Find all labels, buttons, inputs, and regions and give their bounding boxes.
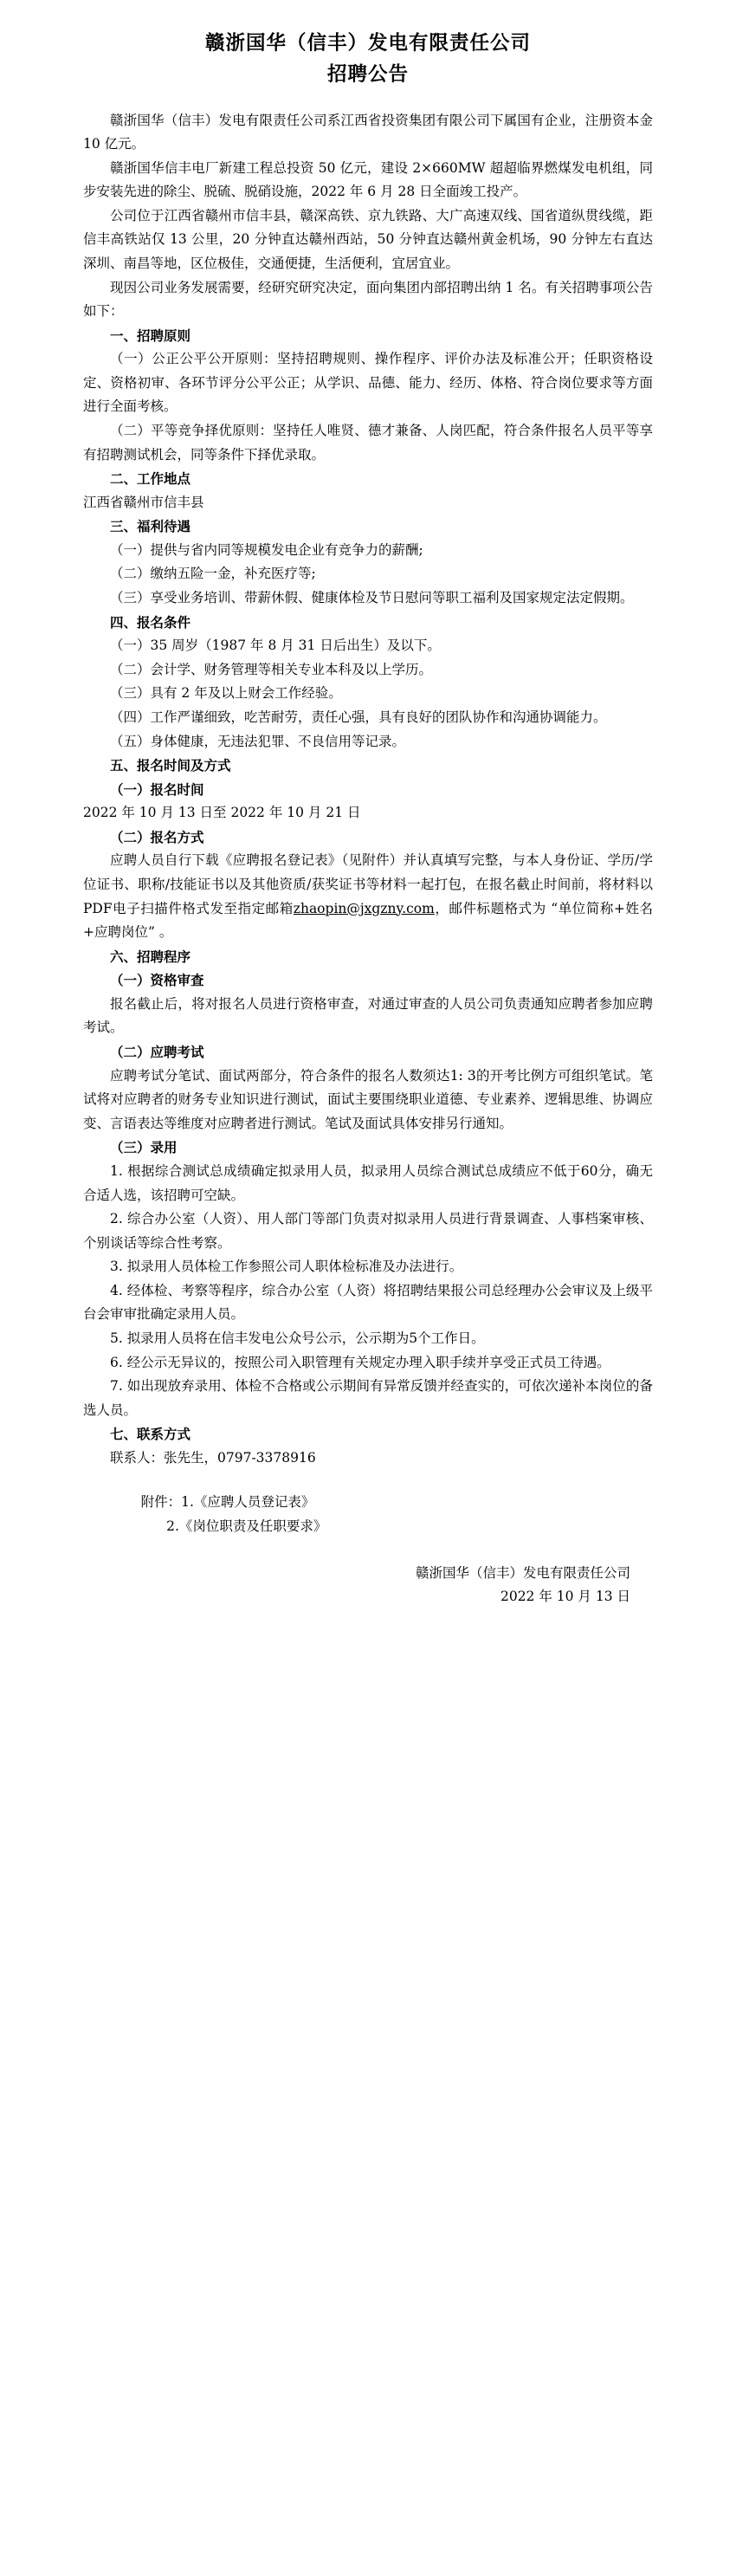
section-heading-registration: 五、报名时间及方式 bbox=[110, 757, 231, 774]
subheading-hiring: （三）录用 bbox=[110, 1139, 178, 1156]
hiring-step: 1. 根据综合测试总成绩确定拟录用人员，拟录用人员综合测试总成绩应不低于60分，确无合适人选，该招聘可空缺。 bbox=[83, 1162, 653, 1203]
title-line-2: 招聘公告 bbox=[326, 62, 409, 86]
section-heading-contact: 七、联系方式 bbox=[110, 1426, 191, 1443]
section-heading-benefits: 三、福利待遇 bbox=[110, 518, 191, 535]
qualification-review-text: 报名截止后，将对报名人员进行资格审查，对通过审查的人员公司负责通知应聘者参加应聘考试。 bbox=[83, 995, 653, 1036]
section-item: （二）缴纳五险一金，补充医疗等; bbox=[110, 566, 316, 582]
signature-date: 2022 年 10 月 13 日 bbox=[500, 1589, 630, 1605]
attachments bbox=[83, 1491, 653, 1538]
subheading-qualification-review: （一）资格审查 bbox=[110, 972, 204, 989]
contact-info: 联系人：张先生，0797-3378916 bbox=[110, 1449, 316, 1466]
section-item: （一）提供与省内同等规模发电企业有竞争力的薪酬; bbox=[110, 541, 423, 558]
page-title bbox=[83, 29, 653, 90]
intro-paragraph-3: 公司位于江西省赣州市信丰县，赣深高铁、京九铁路、大广高速双线、国省道纵贯线缆，距信丰高铁站仅 13 公里，20 分钟直达赣州西站，50 分钟直达赣州黄金机场，90 分钟左右直达深圳、南昌等地，区位极佳，交通便捷，生活便利，宜居宜业。 bbox=[83, 207, 653, 271]
signature-block bbox=[83, 1562, 653, 1609]
registration-method-part1: 应聘人员自行下载《应聘报名登记表》（见附件）并认真填写完整，与本人身份证、学历/学位证书、职称/技能证书以及其他资质/获奖证书等材料一起打包，在报名截止时间前，将材料以PDF电子扫描件格式发至指定邮箱 bbox=[83, 852, 653, 916]
section-heading-work-location: 二、工作地点 bbox=[110, 470, 191, 488]
registration-email[interactable]: zhaopin@jxgzny.com bbox=[293, 900, 435, 916]
section-heading-recruit-principle: 一、招聘原则 bbox=[110, 327, 191, 344]
section-item: （二）平等竞争择优原则：坚持任人唯贤、德才兼备、人岗匹配，符合条件报名人员平等享有招聘测试机会，同等条件下择优录取。 bbox=[83, 423, 653, 463]
section-item: （四）工作严谨细致，吃苦耐劳，责任心强，具有良好的团队协作和沟通协调能力。 bbox=[110, 709, 607, 725]
hiring-step: 5. 拟录用人员将在信丰发电公众号公示，公示期为5个工作日。 bbox=[110, 1330, 485, 1346]
section-heading-requirements: 四、报名条件 bbox=[110, 613, 191, 631]
hiring-step: 2. 综合办公室（人资）、用人部门等部门负责对拟录用人员进行背景调查、人事档案审核、个别谈话等综合性考察。 bbox=[83, 1211, 653, 1251]
work-location-value: 江西省赣州市信丰县 bbox=[83, 494, 204, 510]
attachment-item: 附件：1.《应聘人员登记表》 bbox=[140, 1494, 315, 1511]
section-item: （二）会计学、财务管理等相关专业本科及以上学历。 bbox=[110, 661, 433, 677]
section-item: （三）具有 2 年及以上财会工作经验。 bbox=[110, 685, 342, 702]
document-body bbox=[83, 109, 653, 1609]
section-item: （一）公正公平公开原则：坚持招聘规则、操作程序、评价办法及标准公开；任职资格设定、资格初审、各环节评分公平公正；从学识、品德、能力、经历、体格、符合岗位要求等方面进行全面考核。 bbox=[83, 351, 653, 415]
section-item: （五）身体健康，无违法犯罪、不良信用等记录。 bbox=[110, 733, 406, 749]
section-item: （一）35 周岁（1987 年 8 月 31 日后出生）及以下。 bbox=[110, 638, 441, 654]
exam-text: 应聘考试分笔试、面试两部分，符合条件的报名人数须达1: 3的开考比例方可组织笔试。笔试将对应聘者的财务专业知识进行测试，面试主要围绕职业道德、专业素养、逻辑思维、协调应变、言语表达等维度对应聘者进行测试。笔试及面试具体安排另行通知。 bbox=[83, 1067, 653, 1131]
registration-method-part2: ，邮件标题格式为 “单位简称+姓名+应聘岗位” 。 bbox=[83, 900, 653, 941]
hiring-step: 3. 拟录用人员体检工作参照公司人职体检标准及办法进行。 bbox=[110, 1259, 463, 1275]
registration-time-value: 2022 年 10 月 13 日至 2022 年 10 月 21 日 bbox=[83, 805, 361, 821]
attachment-item: 2.《岗位职责及任职要求》 bbox=[166, 1518, 327, 1535]
hiring-step: 6. 经公示无异议的，按照公司入职管理有关规定办理入职手续并享受正式员工待遇。 bbox=[110, 1354, 610, 1370]
section-item: （三）享受业务培训、带薪休假、健康体检及节日慰问等职工福利及国家规定法定假期。 bbox=[110, 590, 634, 606]
hiring-step: 4. 经体检、考察等程序，综合办公室（人资）将招聘结果报公司总经理办公会审议及上级平台会审审批确定录用人员。 bbox=[83, 1282, 653, 1323]
registration-method-text bbox=[83, 849, 653, 944]
intro-paragraph-4: 现因公司业务发展需要，经研究研究决定，面向集团内部招聘出纳 1 名。有关招聘事项公告如下： bbox=[83, 279, 653, 320]
subheading-registration-time: （一）报名时间 bbox=[110, 780, 204, 798]
intro-paragraph-2: 赣浙国华信丰电厂新建工程总投资 50 亿元，建设 2×660MW 超超临界燃煤发电机组，同步安装先进的除尘、脱硫、脱硝设施，2022 年 6 月 28 日全面竣工投产。 bbox=[83, 159, 653, 200]
hiring-step: 7. 如出现放弃录用、体检不合格或公示期间有异常反馈并经查实的，可依次递补本岗位的备选人员。 bbox=[83, 1378, 653, 1418]
subheading-exam: （二）应聘考试 bbox=[110, 1044, 204, 1061]
subheading-registration-method: （二）报名方式 bbox=[110, 828, 204, 845]
section-heading-procedure: 六、招聘程序 bbox=[110, 948, 191, 965]
intro-paragraph-1: 赣浙国华（信丰）发电有限责任公司系江西省投资集团有限公司下属国有企业，注册资本金 10 亿元。 bbox=[83, 112, 653, 152]
signature-company: 赣浙国华（信丰）发电有限责任公司 bbox=[415, 1564, 630, 1581]
title-line-1: 赣浙国华（信丰）发电有限责任公司 bbox=[204, 32, 531, 55]
